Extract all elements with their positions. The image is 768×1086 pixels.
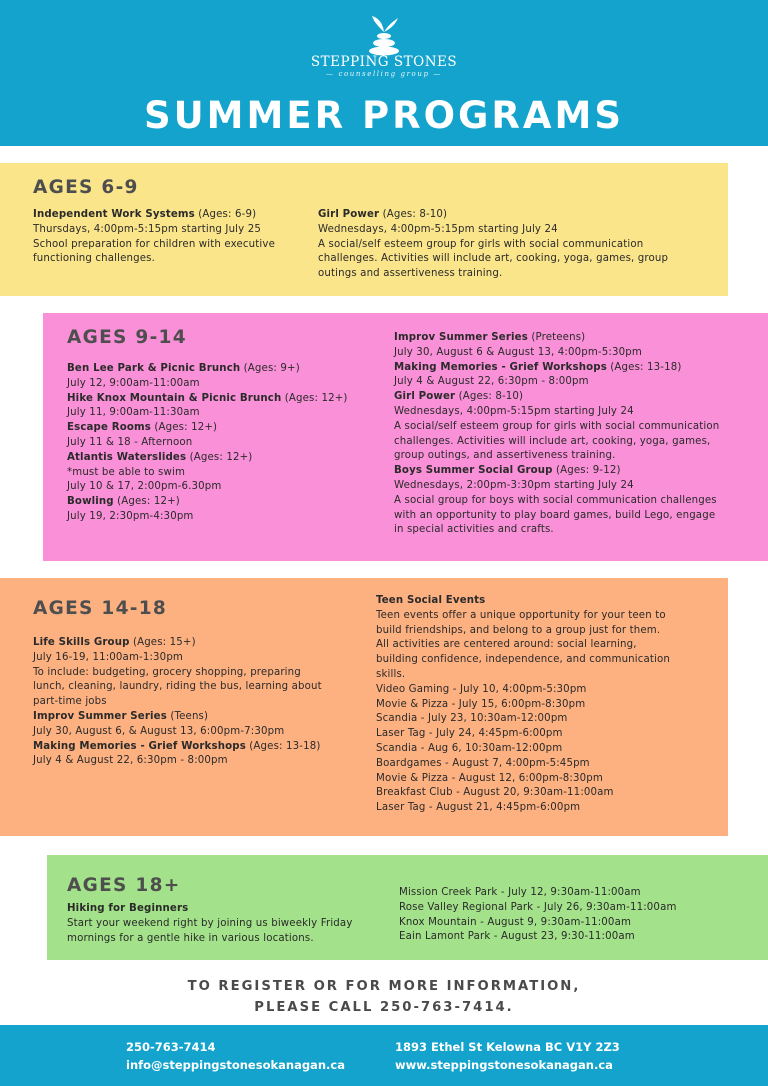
program-ages: (Ages: 15+) [129, 637, 196, 648]
program-title-line [376, 594, 721, 609]
programs-right-column [394, 331, 764, 538]
program-detail-line: Wednesdays, 2:00pm-3:30pm starting July 24 [394, 479, 634, 491]
program-detail-line: in special activities and crafts. [394, 524, 554, 536]
program-detail-line: challenges. Activities will include art, cooking, yoga, games, [394, 435, 711, 447]
program-detail-line: Eain Lamont Park - August 23, 9:30-11:00am [399, 931, 635, 943]
program-detail-line: A social/self esteem group for girls with social communication [318, 238, 644, 250]
section-ages-9-14 [43, 313, 768, 561]
program-detail-line: Breakfast Club - August 20, 9:30am-11:00am [376, 787, 614, 799]
program-title-line [67, 392, 387, 407]
footer-website-link[interactable]: www.steppingstonesokanagan.ca [395, 1058, 613, 1072]
program-name: Making Memories - Grief Workshops [394, 361, 607, 373]
program-detail-line: Movie & Pizza - July 15, 6:00pm-8:30pm [376, 698, 586, 710]
program-title-line [67, 362, 387, 377]
program-title-line [67, 495, 387, 510]
program-detail-line: Video Gaming - July 10, 4:00pm-5:30pm [376, 683, 587, 695]
program-detail-line: July 19, 2:30pm-4:30pm [67, 510, 194, 522]
program-title-line [33, 710, 353, 725]
programs-left-column [67, 902, 387, 946]
program-name: Hiking for Beginners [67, 903, 189, 914]
programs-left-column [33, 208, 303, 267]
program-ages: (Ages: 8-10) [455, 391, 524, 403]
header-banner [0, 0, 768, 146]
page-title: SUMMER PROGRAMS [143, 94, 624, 137]
section-ages-6-9 [0, 163, 728, 296]
section-heading: AGES 6-9 [33, 177, 139, 198]
section-heading: AGES 14-18 [33, 598, 168, 619]
program-detail-line: July 11, 9:00am-11:30am [67, 407, 200, 419]
program-ages: (Ages: 13-18) [606, 361, 682, 373]
program-title-line [67, 451, 387, 466]
program-detail-line: A social/self esteem group for girls with social communication [394, 420, 720, 432]
program-detail-line: July 16-19, 11:00am-1:30pm [33, 651, 184, 663]
program-detail-line: Scandia - Aug 6, 10:30am-12:00pm [376, 742, 563, 754]
program-ages: (Ages: 9-12) [552, 465, 621, 477]
stones-leaf-logo-icon [334, 12, 434, 56]
section-heading: AGES 9-14 [67, 327, 187, 348]
program-detail-line: mornings for a gentle hike in various locations. [67, 932, 314, 944]
program-detail-line: July 11 & 18 - Afternoon [67, 436, 193, 448]
programs-right-column [318, 208, 718, 282]
program-name: Making Memories - Grief Workshops [33, 740, 246, 752]
footer-phone[interactable]: 250-763-7414 [126, 1040, 216, 1054]
footer-email-link[interactable]: info@steppingstonesokanagan.ca [126, 1058, 345, 1072]
program-name: Hike Knox Mountain & Picnic Brunch [67, 392, 282, 404]
footer-address: 1893 Ethel St Kelowna BC V1Y 2Z3 [395, 1040, 620, 1054]
brand-tagline: — counselling group — [326, 70, 442, 78]
programs-right-column [376, 594, 721, 816]
program-ages: (Ages: 12+) [113, 496, 180, 508]
program-detail-line: Laser Tag - July 24, 4:45pm-6:00pm [376, 728, 563, 740]
program-detail-line: To include: budgeting, grocery shopping, preparing [33, 666, 301, 678]
register-phone-line: PLEASE CALL 250-763-7414. [254, 1000, 514, 1015]
program-name: Independent Work Systems [33, 209, 195, 220]
hike-schedule-column [399, 886, 759, 945]
program-name: Atlantis Waterslides [67, 451, 187, 463]
program-detail-line: Mission Creek Park - July 12, 9:30am-11:00am [399, 887, 641, 898]
program-detail-line: part-time jobs [33, 696, 107, 708]
program-name: Escape Rooms [67, 422, 152, 434]
program-detail-line: July 12, 9:00am-11:00am [67, 377, 200, 389]
program-name: Teen Social Events [376, 595, 486, 606]
register-call-to-action: TO REGISTER OR FOR MORE INFORMATION, [187, 979, 581, 994]
footer-contact [126, 1038, 345, 1074]
section-ages-14-18 [0, 578, 728, 836]
program-detail-line: outings and assertiveness training. [318, 268, 503, 280]
program-detail-line: July 10 & 17, 2:00pm-6.30pm [67, 481, 222, 493]
program-title-line [67, 902, 387, 917]
program-detail-line: building confidence, independence, and communication [376, 654, 671, 666]
programs-left-column [67, 362, 387, 525]
program-ages: (Ages: 9+) [240, 363, 300, 374]
program-name: Improv Summer Series [394, 332, 528, 343]
section-heading: AGES 18+ [67, 875, 181, 896]
program-detail-line: Knox Mountain - August 9, 9:30am-11:00am [399, 916, 632, 928]
program-ages: (Ages: 12+) [186, 451, 253, 463]
program-detail-line: Scandia - July 23, 10:30am-12:00pm [376, 713, 568, 725]
program-ages: (Ages: 13-18) [245, 740, 321, 752]
footer-location [395, 1038, 620, 1074]
program-detail-line: July 4 & August 22, 6:30pm - 8:00pm [394, 376, 589, 388]
footer-banner [0, 1025, 768, 1086]
program-name: Boys Summer Social Group [394, 465, 553, 477]
program-detail-line: A social group for boys with social communication challenges [394, 494, 717, 506]
program-detail-line: skills. [376, 668, 406, 680]
program-title-line [67, 421, 387, 436]
program-detail-line: All activities are centered around: social learning, [376, 639, 637, 651]
program-title-line [394, 331, 764, 346]
program-title-line [33, 208, 303, 223]
program-detail-line: with an opportunity to play board games, build Lego, engage [394, 509, 716, 521]
program-ages: (Preteens) [527, 332, 586, 343]
program-detail-line: Thursdays, 4:00pm-5:15pm starting July 25 [33, 223, 261, 235]
program-title-line [394, 464, 764, 479]
section-ages-18-plus [47, 855, 768, 960]
program-detail-line: Boardgames - August 7, 4:00pm-5:45pm [376, 757, 590, 769]
program-detail-line: July 30, August 6, & August 13, 6:00pm-7:30pm [33, 725, 285, 737]
program-name: Girl Power [318, 209, 380, 220]
program-detail-line: build friendships, and belong to a group just for them. [376, 624, 661, 636]
program-name: Improv Summer Series [33, 710, 167, 722]
program-name: Bowling [67, 496, 114, 508]
program-detail-line: July 30, August 6 & August 13, 4:00pm-5:30pm [394, 346, 642, 358]
program-title-line [33, 636, 353, 651]
program-detail-line: Teen events offer a unique opportunity for your teen to [376, 609, 666, 621]
program-detail-line: Wednesdays, 4:00pm-5:15pm starting July 24 [318, 223, 558, 235]
program-detail-line: July 4 & August 22, 6:30pm - 8:00pm [33, 755, 228, 767]
program-name: Girl Power [394, 391, 456, 403]
program-detail-line: Rose Valley Regional Park - July 26, 9:30am-11:00am [399, 901, 677, 913]
program-title-line [318, 208, 718, 223]
program-detail-line: Movie & Pizza - August 12, 6:00pm-8:30pm [376, 772, 603, 784]
program-name: Ben Lee Park & Picnic Brunch [67, 363, 241, 374]
program-detail-line: functioning challenges. [33, 253, 156, 265]
program-title-line [394, 390, 764, 405]
program-title-line [33, 740, 353, 755]
program-detail-line: *must be able to swim [67, 466, 186, 478]
brand-name: STEPPING STONES [310, 54, 458, 70]
program-detail-line: Wednesdays, 4:00pm-5:15pm starting July 24 [394, 405, 634, 417]
program-ages: (Ages: 12+) [151, 422, 218, 434]
programs-left-column [33, 636, 353, 769]
program-detail-line: group outings, and assertiveness training. [394, 450, 616, 462]
program-detail-line: School preparation for children with executive [33, 238, 276, 250]
program-name: Life Skills Group [33, 637, 130, 648]
program-ages: (Ages: 6-9) [194, 209, 257, 220]
program-title-line [394, 361, 764, 376]
program-detail-line: challenges. Activities will include art, cooking, yoga, games, group [318, 253, 669, 265]
program-ages: (Ages: 8-10) [379, 209, 448, 220]
program-ages: (Ages: 12+) [281, 392, 348, 404]
program-detail-line: lunch, cleaning, laundry, riding the bus, learning about [33, 681, 322, 693]
program-detail-line: Start your weekend right by joining us biweekly Friday [67, 917, 353, 929]
program-ages: (Teens) [166, 710, 209, 722]
program-detail-line: Laser Tag - August 21, 4:45pm-6:00pm [376, 802, 581, 814]
